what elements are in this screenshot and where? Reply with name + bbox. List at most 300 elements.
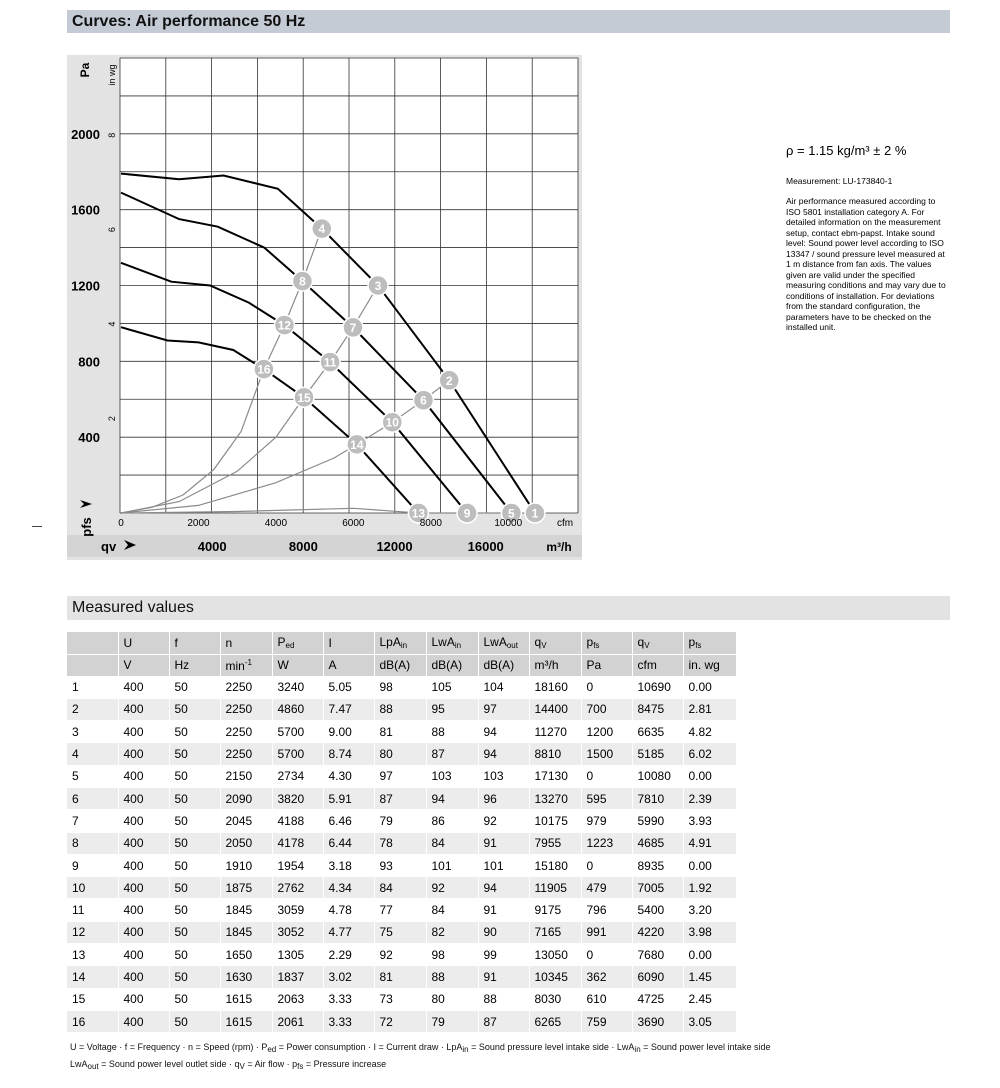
table-cell: 50: [169, 787, 220, 809]
unit-cell: cfm: [632, 654, 683, 676]
table-cell: 105: [426, 676, 478, 698]
table-cell: 0.00: [683, 944, 736, 966]
table-cell: 94: [426, 787, 478, 809]
table-cell: 18160: [529, 676, 581, 698]
table-cell: 2061: [272, 1010, 323, 1032]
table-cell: 80: [374, 743, 426, 765]
x-tick-label-cfm: 8000: [419, 518, 442, 529]
table-cell: 98: [374, 676, 426, 698]
table-cell: 103: [426, 765, 478, 787]
table-cell: 10690: [632, 676, 683, 698]
operating-point-label: 8: [299, 274, 306, 289]
table-cell: 9: [67, 854, 118, 876]
table-cell: 979: [581, 810, 632, 832]
table-cell: 796: [581, 899, 632, 921]
table-cell: 400: [118, 899, 169, 921]
table-cell: 1910: [220, 854, 272, 876]
table-cell: 0.00: [683, 676, 736, 698]
table-cell: 2250: [220, 743, 272, 765]
table-cell: 0: [581, 676, 632, 698]
table-cell: 6: [67, 787, 118, 809]
table-cell: 4178: [272, 832, 323, 854]
table-cell: 72: [374, 1010, 426, 1032]
table-cell: 5185: [632, 743, 683, 765]
unit-cell: W: [272, 654, 323, 676]
table-cell: 50: [169, 676, 220, 698]
table-cell: 1.92: [683, 877, 736, 899]
operating-point-label: 16: [257, 362, 271, 377]
table-row: [67, 787, 736, 809]
table-cell: 50: [169, 921, 220, 943]
col-header-lwa-in: LwA$_{in}$: [426, 632, 478, 654]
table-row: [67, 832, 736, 854]
table-cell: 3820: [272, 787, 323, 809]
table-cell: 0: [581, 854, 632, 876]
margin-mark: [32, 526, 42, 527]
table-cell: 1650: [220, 944, 272, 966]
operating-point: [525, 503, 545, 523]
table-cell: 5700: [272, 721, 323, 743]
table-row: [67, 721, 736, 743]
operating-point-label: 9: [463, 506, 471, 521]
table-row: [67, 765, 736, 787]
col-header-qv-m3h: $q_V$: [529, 632, 581, 654]
y-axis-unit-pa: Pa: [78, 62, 92, 78]
table-cell: 17130: [529, 765, 581, 787]
col-header-voltage: U: [118, 632, 169, 654]
table-cell: 0.00: [683, 765, 736, 787]
table-cell: 11270: [529, 721, 581, 743]
table-cell: 15: [67, 988, 118, 1010]
table-cell: 14: [67, 966, 118, 988]
unit-cell: dB(A): [426, 654, 478, 676]
table-cell: 2250: [220, 721, 272, 743]
table-cell: 400: [118, 1010, 169, 1032]
x-axis-label: qv: [101, 539, 117, 554]
table-cell: 6.44: [323, 832, 374, 854]
operating-point-label: 11: [323, 355, 337, 370]
table-cell: 6.46: [323, 810, 374, 832]
col-header-pfs-inwg: $p_{fs}$: [683, 632, 736, 654]
table-cell: 81: [374, 721, 426, 743]
table-cell: 1630: [220, 966, 272, 988]
operating-point-label: 3: [374, 279, 382, 293]
table-cell: 400: [118, 944, 169, 966]
table-cell: 7165: [529, 921, 581, 943]
y-tick-label-inwg: 6: [106, 227, 117, 233]
operating-point: [343, 317, 363, 337]
table-cell: 88: [426, 721, 478, 743]
table-cell: 4: [67, 743, 118, 765]
table-cell: 79: [374, 810, 426, 832]
table-cell: 2762: [272, 877, 323, 899]
table-cell: 87: [374, 787, 426, 809]
col-header-power: $P_{ed}$: [272, 632, 323, 654]
operating-point: [347, 434, 367, 454]
table-cell: 94: [478, 877, 529, 899]
col-header-lpa-in: LpA$_{in}$: [374, 632, 426, 654]
table-cell: 362: [581, 966, 632, 988]
table-cell: 3059: [272, 899, 323, 921]
table-cell: 759: [581, 1010, 632, 1032]
table-cell: 4188: [272, 810, 323, 832]
table-row: [67, 743, 736, 765]
table-cell: 7680: [632, 944, 683, 966]
operating-point: [294, 387, 314, 407]
y-tick-label-inwg: 8: [107, 132, 117, 138]
table-cell: 10080: [632, 765, 683, 787]
table-cell: 50: [169, 698, 220, 720]
table-cell: 2: [67, 698, 118, 720]
table-cell: 400: [118, 810, 169, 832]
table-cell: 700: [581, 698, 632, 720]
table-cell: 50: [169, 944, 220, 966]
table-cell: 79: [426, 1010, 478, 1032]
table-cell: 610: [581, 988, 632, 1010]
operating-point: [312, 219, 332, 239]
table-row: [67, 988, 736, 1010]
table-cell: 9175: [529, 899, 581, 921]
table-cell: 4860: [272, 698, 323, 720]
table-cell: 5: [67, 765, 118, 787]
table-cell: 84: [374, 877, 426, 899]
unit-cell: $\min^{-1}$: [220, 654, 272, 676]
table-cell: 103: [478, 765, 529, 787]
operating-point-label: 13: [411, 506, 426, 521]
table-cell: 1615: [220, 1010, 272, 1032]
x-tick-label-cfm: 4000: [264, 518, 288, 529]
table-cell: 1875: [220, 877, 272, 899]
table-cell: 6.02: [683, 743, 736, 765]
table-cell: 50: [169, 765, 220, 787]
table-cell: 400: [118, 832, 169, 854]
table-cell: 2090: [220, 787, 272, 809]
table-cell: 86: [426, 810, 478, 832]
x-tick-label-cfm: 6000: [342, 518, 365, 529]
table-header-row: [67, 632, 736, 654]
measurement-id: Measurement: LU-173840-1: [786, 176, 893, 186]
table-cell: 88: [374, 698, 426, 720]
table-cell: 101: [478, 854, 529, 876]
table-cell: 3690: [632, 1010, 683, 1032]
unit-cell: dB(A): [374, 654, 426, 676]
table-cell: 6635: [632, 721, 683, 743]
table-cell: 90: [478, 921, 529, 943]
air-density: ρ = 1.15 kg/m³ ± 2 %: [786, 143, 907, 158]
table-cell: 92: [426, 877, 478, 899]
table-cell: 88: [426, 966, 478, 988]
table-cell: 50: [169, 899, 220, 921]
table-cell: 50: [169, 966, 220, 988]
table-cell: 91: [478, 832, 529, 854]
table-cell: 3.33: [323, 988, 374, 1010]
table-cell: 91: [478, 899, 529, 921]
operating-point-label: 6: [420, 393, 427, 408]
table-cell: 3: [67, 721, 118, 743]
table-cell: 50: [169, 854, 220, 876]
table-cell: 87: [478, 1010, 529, 1032]
table-cell: 479: [581, 877, 632, 899]
table-row: [67, 810, 736, 832]
table-cell: 4.77: [323, 921, 374, 943]
x-tick-label-cfm: 0: [118, 518, 124, 529]
col-header-speed: n: [220, 632, 272, 654]
table-cell: 4725: [632, 988, 683, 1010]
m3h-axis-strip: [67, 535, 582, 557]
col-header-pfs-pa: $p_{fs}$: [581, 632, 632, 654]
table-cell: 0: [581, 944, 632, 966]
table-cell: 50: [169, 721, 220, 743]
table-cell: 94: [478, 721, 529, 743]
measurement-info: [786, 143, 951, 333]
table-cell: 400: [118, 676, 169, 698]
col-header-current: I: [323, 632, 374, 654]
operating-point-label: 4: [318, 222, 326, 237]
table-cell: 1223: [581, 832, 632, 854]
operating-point-label: 5: [508, 506, 515, 521]
table-cell: 50: [169, 743, 220, 765]
table-row: [67, 1010, 736, 1032]
y-tick-label-pa: 1200: [71, 278, 100, 294]
table-cell: 5700: [272, 743, 323, 765]
table-cell: 96: [478, 787, 529, 809]
table-cell: 13050: [529, 944, 581, 966]
table-row: [67, 944, 736, 966]
table-cell: 10: [67, 877, 118, 899]
table-cell: 6265: [529, 1010, 581, 1032]
table-cell: 1200: [581, 721, 632, 743]
table-cell: 3.05: [683, 1010, 736, 1032]
legend-line-2: LwA$_{out}$ = Sound power level outlet side · $q_V$ = Air flow · $p_{fs}$ = Pressure increase: [70, 1059, 387, 1071]
table-cell: 3.98: [683, 921, 736, 943]
operating-point: [274, 315, 294, 335]
y-tick-label-inwg: 2: [107, 416, 117, 422]
table-cell: 6090: [632, 966, 683, 988]
table-cell: 2734: [272, 765, 323, 787]
table-cell: 9.00: [323, 721, 374, 743]
table-cell: 78: [374, 832, 426, 854]
x-tick-label-cfm: 2000: [187, 518, 210, 529]
table-cell: 50: [169, 988, 220, 1010]
table-cell: 101: [426, 854, 478, 876]
table-cell: 3.33: [323, 1010, 374, 1032]
x-tick-label-cfm: 10000: [494, 518, 523, 529]
unit-cell: dB(A): [478, 654, 529, 676]
table-cell: 4.91: [683, 832, 736, 854]
table-cell: 1.45: [683, 966, 736, 988]
operating-point-label: 2: [445, 373, 453, 388]
table-cell: 3052: [272, 921, 323, 943]
table-legend: [70, 1040, 950, 1074]
table-cell: 73: [374, 988, 426, 1010]
x-tick-label-m3h: 12000: [376, 539, 413, 554]
col-header-lwa-out: LwA$_{out}$: [478, 632, 529, 654]
legend-line-1: U = Voltage · f = Frequency · n = Speed $(rpm) \cdot P_{ed}$ = Power consumption · I = Current draw · LpA$_{in}$ = Sound pressure level intake side · LwA$_{in}$ = Sound power level intake side: [70, 1042, 771, 1054]
table-cell: 13: [67, 944, 118, 966]
y-tick-label-pa: 1600: [71, 202, 100, 218]
operating-point-label: 15: [297, 390, 311, 405]
table-cell: 8810: [529, 743, 581, 765]
operating-point: [292, 271, 312, 291]
table-cell: 1305: [272, 944, 323, 966]
table-cell: 400: [118, 988, 169, 1010]
y-axis-label: pfs: [79, 517, 94, 537]
table-cell: 92: [478, 810, 529, 832]
y-axis-unit-inwg: in wg: [107, 64, 117, 86]
table-cell: 4.34: [323, 877, 374, 899]
unit-cell: Pa: [581, 654, 632, 676]
table-cell: 7: [67, 810, 118, 832]
table-cell: 75: [374, 921, 426, 943]
table-cell: 7005: [632, 877, 683, 899]
table-cell: 12: [67, 921, 118, 943]
table-cell: 4685: [632, 832, 683, 854]
table-cell: 400: [118, 743, 169, 765]
x-axis-unit-m3h: m³/h: [546, 540, 572, 554]
table-cell: 3240: [272, 676, 323, 698]
table-cell: 10175: [529, 810, 581, 832]
table-cell: 5990: [632, 810, 683, 832]
table-cell: 93: [374, 854, 426, 876]
unit-cell: A: [323, 654, 374, 676]
x-tick-label-m3h: 4000: [197, 539, 227, 554]
operating-point-label: 7: [349, 320, 357, 335]
air-performance-chart: [67, 55, 582, 560]
table-cell: 400: [118, 966, 169, 988]
table-cell: 98: [426, 944, 478, 966]
table-cell: 104: [478, 676, 529, 698]
table-row: [67, 921, 736, 943]
table-cell: 400: [118, 765, 169, 787]
table-cell: 400: [118, 877, 169, 899]
table-cell: 50: [169, 832, 220, 854]
operating-point: [254, 359, 274, 379]
table-cell: 87: [426, 743, 478, 765]
table-cell: 16: [67, 1010, 118, 1032]
table-cell: 50: [169, 810, 220, 832]
table-cell: 400: [118, 921, 169, 943]
table-cell: 91: [478, 966, 529, 988]
table-cell: 5.05: [323, 676, 374, 698]
table-cell: 400: [118, 787, 169, 809]
table-cell: 595: [581, 787, 632, 809]
unit-cell: in. wg: [683, 654, 736, 676]
table-cell: 0: [581, 765, 632, 787]
y-tick-label-pa: 800: [78, 354, 100, 370]
y-tick-label-pa: 400: [78, 430, 100, 446]
table-cell: 4.82: [683, 721, 736, 743]
col-header-index: [67, 632, 118, 654]
table-row: [67, 877, 736, 899]
col-header-frequency: f: [169, 632, 220, 654]
operating-point: [382, 412, 402, 432]
y-tick-label-inwg: 4: [107, 321, 117, 327]
measurement-description: Air performance measured according to ISO 5801 installation category A. For detailed information on the measurement setup, contact ebm-papst. Intake sound level: Sound power level according to ISO 13347 / sound pressure level measured at 1 m distance from fan axis. The values given are valid under the specified measuring conditions and may vary due to conditions of installation. For deviations from the standard configuration, the parameters have to be checked on the installed unit.: [786, 196, 946, 332]
table-cell: 2.81: [683, 698, 736, 720]
table-cell: 1500: [581, 743, 632, 765]
table-cell: 82: [426, 921, 478, 943]
table-cell: 97: [478, 698, 529, 720]
table-cell: 84: [426, 899, 478, 921]
table-cell: 1837: [272, 966, 323, 988]
table-cell: 2050: [220, 832, 272, 854]
table-cell: 400: [118, 721, 169, 743]
table-cell: 400: [118, 854, 169, 876]
table-cell: 99: [478, 944, 529, 966]
table-cell: 2.45: [683, 988, 736, 1010]
table-cell: 92: [374, 944, 426, 966]
table-cell: 2150: [220, 765, 272, 787]
table-cell: 8.74: [323, 743, 374, 765]
operating-point-label: 14: [350, 437, 364, 452]
col-header-qv-cfm: $q_V$: [632, 632, 683, 654]
table-cell: 95: [426, 698, 478, 720]
table-cell: 81: [374, 966, 426, 988]
table-cell: 7810: [632, 787, 683, 809]
unit-cell: V: [118, 654, 169, 676]
table-cell: 8030: [529, 988, 581, 1010]
table-cell: 50: [169, 877, 220, 899]
table-cell: 2250: [220, 676, 272, 698]
table-cell: 4.78: [323, 899, 374, 921]
section-title-measured: Measured values: [67, 596, 950, 620]
table-cell: 50: [169, 1010, 220, 1032]
table-row: [67, 854, 736, 876]
unit-cell: [67, 654, 118, 676]
table-cell: 84: [426, 832, 478, 854]
table-cell: 3.93: [683, 810, 736, 832]
operating-point: [457, 503, 477, 523]
table-cell: 3.18: [323, 854, 374, 876]
x-tick-label-m3h: 16000: [467, 539, 504, 554]
table-cell: 94: [478, 743, 529, 765]
table-cell: 14400: [529, 698, 581, 720]
table-cell: 991: [581, 921, 632, 943]
table-cell: 2.39: [683, 787, 736, 809]
table-unit-row: [67, 654, 736, 676]
measured-values-table: [67, 632, 737, 1033]
operating-point: [439, 370, 459, 390]
table-cell: 7955: [529, 832, 581, 854]
table-cell: 8: [67, 832, 118, 854]
table-cell: 1615: [220, 988, 272, 1010]
table-cell: 1954: [272, 854, 323, 876]
table-cell: 77: [374, 899, 426, 921]
operating-point: [413, 390, 433, 410]
table-row: [67, 698, 736, 720]
table-cell: 2.29: [323, 944, 374, 966]
section-title-curves: Curves: Air performance 50 Hz: [67, 10, 950, 33]
table-cell: 88: [478, 988, 529, 1010]
operating-point-label: 12: [277, 318, 292, 333]
table-cell: 4.30: [323, 765, 374, 787]
table-cell: 11905: [529, 877, 581, 899]
table-cell: 8475: [632, 698, 683, 720]
table-cell: 400: [118, 698, 169, 720]
table-cell: 11: [67, 899, 118, 921]
table-row: [67, 676, 736, 698]
table-cell: 1845: [220, 899, 272, 921]
table-cell: 4220: [632, 921, 683, 943]
table-cell: 15180: [529, 854, 581, 876]
table-cell: 2045: [220, 810, 272, 832]
table-cell: 8935: [632, 854, 683, 876]
table-cell: 2250: [220, 698, 272, 720]
table-cell: 97: [374, 765, 426, 787]
y-tick-label-pa: 2000: [71, 126, 100, 142]
x-axis-unit-cfm: cfm: [556, 518, 574, 529]
unit-cell: m³/h: [529, 654, 581, 676]
